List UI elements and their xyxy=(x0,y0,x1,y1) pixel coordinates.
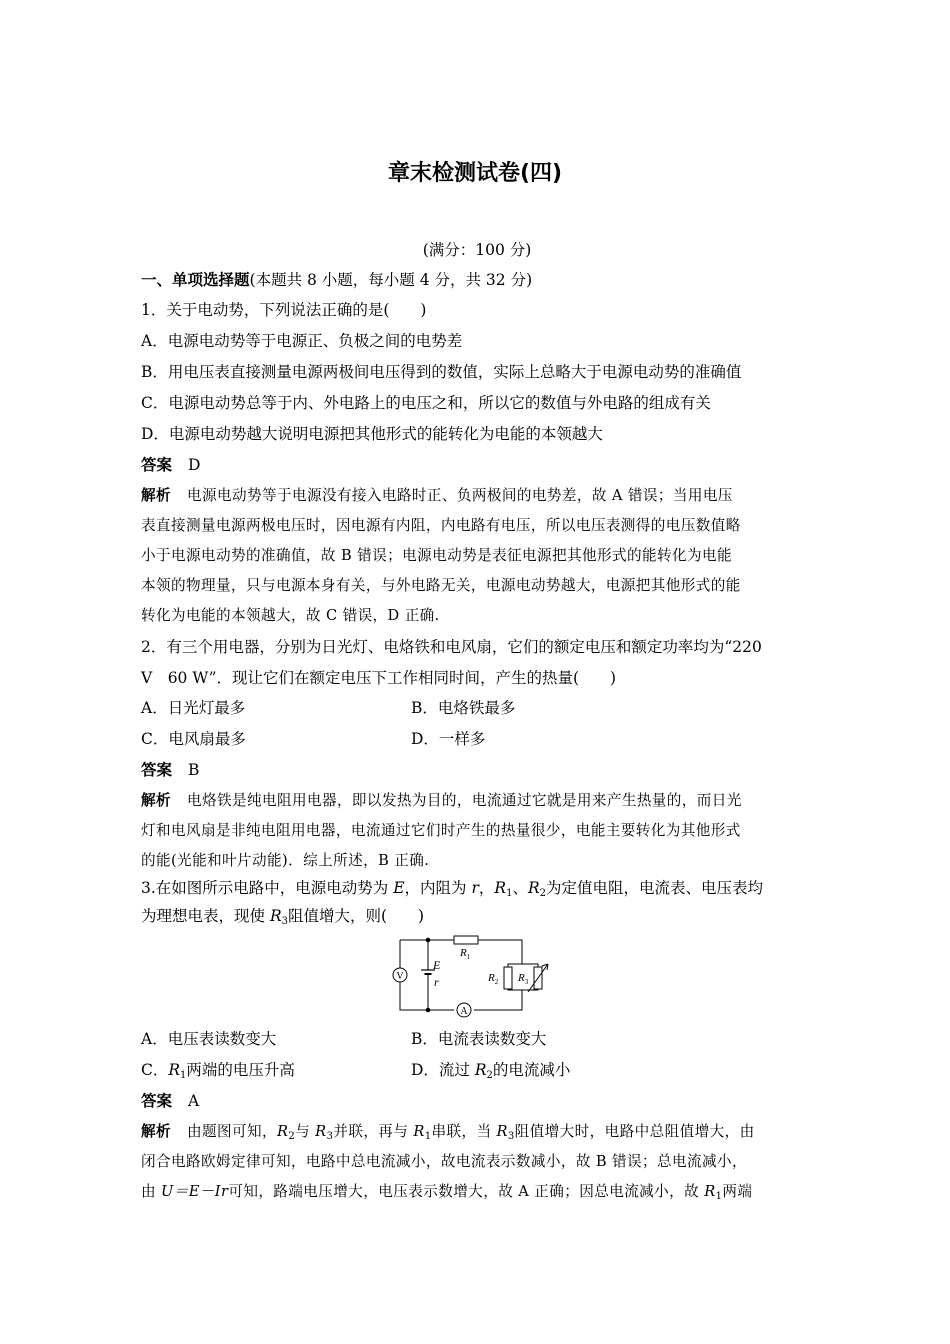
symbol-E: E xyxy=(393,879,405,897)
symbol-R2: R xyxy=(527,879,540,897)
subscript: 2 xyxy=(288,1131,296,1142)
text: 由 xyxy=(141,1183,162,1200)
symbol-R3: R xyxy=(269,907,282,925)
text: 为定值电阻，电流表、电压表均 xyxy=(546,879,764,897)
subscript: 2 xyxy=(486,1070,493,1081)
text: 两端 xyxy=(722,1183,753,1200)
q3-answer xyxy=(141,1091,813,1111)
symbol: R xyxy=(315,1123,327,1140)
q3-option-a: A．电压表读数变大 xyxy=(141,1030,277,1048)
q1-analysis-text-1: 电源电动势等于电源没有接入电路时正、负两极间的电势差，故 A 错误；当用电压 xyxy=(187,487,733,504)
resistor-r1 xyxy=(454,936,478,944)
q1-option-b: B．用电压表直接测量电源两极间电压得到的数值，实际上总略大于电源电动势的准确值 xyxy=(141,363,742,381)
internal-resistance-label: r xyxy=(434,975,439,989)
section-heading xyxy=(141,270,813,290)
r1-letter: R xyxy=(460,947,467,959)
resistor-r2 xyxy=(504,967,512,989)
text: 阻值增大时，电路中总阻值增大，由 xyxy=(514,1123,755,1140)
text: D．流过 xyxy=(411,1061,475,1079)
answer-label: 答案 xyxy=(141,1092,173,1110)
q1-answer xyxy=(141,455,813,475)
text: 的电流减小 xyxy=(492,1061,571,1079)
r2-sub: 2 xyxy=(494,978,499,986)
wire-bottom-right xyxy=(474,990,522,1010)
text: 阻值增大，则( ) xyxy=(287,907,425,925)
voltmeter-label: V xyxy=(396,971,404,982)
q3-option-c xyxy=(141,1061,295,1079)
subscript: 1 xyxy=(506,888,513,899)
text: 为理想电表，现使 xyxy=(141,907,270,925)
q3-stem-line-1 xyxy=(141,878,813,898)
r1-sub: 1 xyxy=(466,953,471,961)
q2-analysis-text-1: 电烙铁是纯电阻用电器，即以发热为目的，电流通过它就是用来产生热量的，而日光 xyxy=(187,792,742,809)
section-label: 一、单项选择题 xyxy=(141,271,250,289)
circuit-diagram xyxy=(386,934,556,1020)
q3-answer-value: A xyxy=(188,1092,200,1110)
subscript: 1 xyxy=(715,1191,723,1202)
symbol-R2: R xyxy=(474,1061,487,1079)
symbol-R1: R xyxy=(168,1061,181,1079)
q2-options-row-1 xyxy=(141,698,813,718)
subscript: 2 xyxy=(539,888,547,899)
q3-analysis-line-1 xyxy=(141,1122,813,1142)
q3-analysis-line-2: 闭合电路欧姆定律可知，电路中总电流减小，故电流表示数减小，故 B 错误；总电流减小， xyxy=(141,1153,747,1170)
answer-label: 答案 xyxy=(141,456,173,474)
ammeter-label: A xyxy=(460,1006,468,1017)
text: 与 xyxy=(295,1123,316,1140)
text: ，内阻为 xyxy=(404,879,472,897)
q2-option-c: C．电风扇最多 xyxy=(141,730,246,748)
q1-option-c: C．电源电动势总等于内、外电路上的电压之和，所以它的数值与外电路的组成有关 xyxy=(141,394,711,412)
q2-option-b: B．电烙铁最多 xyxy=(411,699,516,717)
q2-analysis-line-3: 的能(光能和叶片动能)．综上所述，B 正确. xyxy=(141,852,430,869)
text: 3.在如图所示电路中，电源电动势为 xyxy=(141,879,394,897)
symbol-R1: R xyxy=(494,879,507,897)
r2-letter: R xyxy=(488,972,495,984)
q2-option-a: A．日光灯最多 xyxy=(141,699,246,717)
r1-label xyxy=(459,947,471,961)
q2-options-row-2 xyxy=(141,729,813,749)
analysis-label: 解析 xyxy=(141,487,171,504)
q3-option-b: B．电流表读数变大 xyxy=(411,1030,547,1048)
text: C． xyxy=(141,1061,169,1079)
text: 串联，当 xyxy=(431,1123,497,1140)
q2-answer xyxy=(141,760,813,780)
section-note: (本题共 8 小题，每小题 4 分，共 32 分) xyxy=(249,271,533,289)
q2-answer-value: B xyxy=(188,761,200,779)
q2-stem-line-2: V 60 W”．现让它们在额定电压下工作相同时间，产生的热量( ) xyxy=(141,669,617,687)
q1-analysis-line-5: 转化为电能的本领越大，故 C 错误，D 正确. xyxy=(141,607,440,624)
r2-label xyxy=(487,972,499,986)
q1-stem: 1．关于电动势，下列说法正确的是( ) xyxy=(141,301,427,319)
subscript: 3 xyxy=(507,1131,515,1142)
q3-option-d xyxy=(411,1060,570,1080)
symbol: R xyxy=(276,1123,289,1140)
q3-options-row-2 xyxy=(141,1060,813,1080)
analysis-label: 解析 xyxy=(141,792,171,809)
emf-label: E xyxy=(433,958,441,972)
subscript: 3 xyxy=(281,916,288,927)
text: 由题图可知， xyxy=(187,1123,277,1140)
formula: U＝E－Ir xyxy=(161,1183,229,1200)
q1-analysis-line-4: 本领的物理量，只与电源本身有关，与外电路无关，电源电动势越大，电源把其他形式的能 xyxy=(141,577,741,594)
text: 、 xyxy=(512,879,528,897)
symbol: R xyxy=(496,1123,508,1140)
q1-analysis-line-2: 表直接测量电源两极电压时，因电源有内阻，内电路有电压，所以电压表测得的电压数值略 xyxy=(141,517,741,534)
q2-analysis-line-2: 灯和电风扇是非纯电阻用电器，电流通过它们时产生的热量很少，电能主要转化为其他形式 xyxy=(141,822,741,839)
q1-option-a: A．电源电动势等于电源正、负极之间的电势差 xyxy=(141,332,463,350)
text: 并联，再与 xyxy=(333,1123,414,1140)
r3-label xyxy=(517,972,529,986)
q3-options-row-1 xyxy=(141,1029,813,1049)
subscript: 3 xyxy=(326,1131,334,1142)
analysis-label: 解析 xyxy=(141,1123,171,1140)
r3-letter: R xyxy=(518,972,525,984)
symbol-r: r xyxy=(471,879,479,897)
text: ， xyxy=(478,879,495,897)
score-line: (满分：100 分) xyxy=(422,241,532,259)
q1-option-d: D．电源电动势越大说明电源把其他形式的能转化为电能的本领越大 xyxy=(141,425,603,443)
symbol: R xyxy=(704,1183,716,1200)
subscript: 1 xyxy=(424,1131,432,1142)
q3-stem-line-2 xyxy=(141,906,813,926)
q2-analysis-line-1 xyxy=(141,791,813,811)
text: 可知，路端电压增大，电压表示数增大，故 A 正确；因总电流减小，故 xyxy=(228,1183,705,1200)
subscript: 1 xyxy=(180,1070,187,1081)
page-title: 章末检测试卷(四) xyxy=(387,161,563,186)
answer-label: 答案 xyxy=(141,761,173,779)
q3-analysis-line-3 xyxy=(141,1182,813,1202)
q1-analysis-line-1 xyxy=(141,486,813,506)
q2-option-d: D．一样多 xyxy=(411,730,486,748)
q1-analysis-line-3: 小于电源电动势的准确值，故 B 错误；电源电动势是表征电源把其他形式的能转化为电能 xyxy=(141,547,732,564)
wire-top-right xyxy=(478,940,522,964)
text: 两端的电压升高 xyxy=(186,1061,295,1079)
q1-answer-value: D xyxy=(188,456,201,474)
q2-stem-line-1: 2．有三个用电器，分别为日光灯、电烙铁和电风扇，它们的额定电压和额定功率均为“220 xyxy=(141,638,762,656)
r3-sub: 3 xyxy=(524,978,529,986)
symbol: R xyxy=(413,1123,425,1140)
